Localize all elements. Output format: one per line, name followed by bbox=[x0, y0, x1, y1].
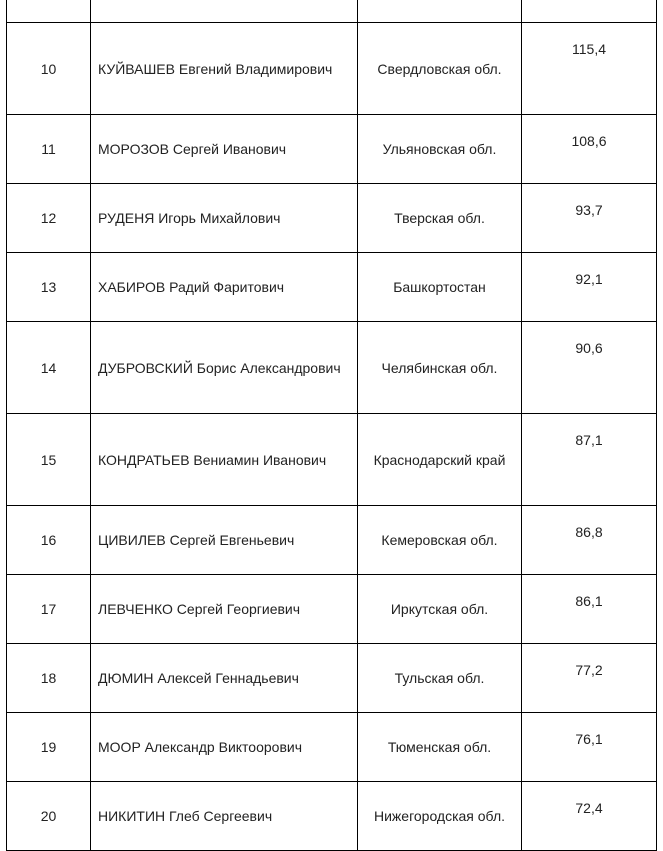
stub-cell bbox=[522, 0, 657, 23]
rank-number-cell: 20 bbox=[7, 782, 91, 851]
table-row bbox=[7, 506, 657, 575]
region-cell: Тульская обл. bbox=[358, 644, 522, 713]
region-cell: Краснодарский край bbox=[358, 414, 522, 506]
table-row bbox=[7, 414, 657, 506]
governor-name-cell: МООР Александр Виктоорович bbox=[91, 713, 358, 782]
table-row bbox=[7, 184, 657, 253]
stub-cell bbox=[7, 0, 91, 23]
governors-ranking-table bbox=[6, 0, 657, 851]
table-row bbox=[7, 253, 657, 322]
governor-name-cell: ДУБРОВСКИЙ Борис Александрович bbox=[91, 322, 358, 414]
region-cell: Ульяновская обл. bbox=[358, 115, 522, 184]
table-row bbox=[7, 23, 657, 115]
ranking-table-wrapper bbox=[6, 0, 657, 851]
governor-name-cell: ДЮМИН Алексей Геннадьевич bbox=[91, 644, 358, 713]
score-value-cell: 87,1 bbox=[522, 414, 657, 506]
table-row-stub bbox=[7, 0, 657, 23]
score-value-cell: 115,4 bbox=[522, 23, 657, 115]
rank-number-cell: 12 bbox=[7, 184, 91, 253]
governor-name-cell: МОРОЗОВ Сергей Иванович bbox=[91, 115, 358, 184]
governor-name-cell: КОНДРАТЬЕВ Вениамин Иванович bbox=[91, 414, 358, 506]
rank-number-cell: 17 bbox=[7, 575, 91, 644]
table-body bbox=[7, 0, 657, 851]
score-value-cell: 93,7 bbox=[522, 184, 657, 253]
governor-name-cell: НИКИТИН Глеб Сергеевич bbox=[91, 782, 358, 851]
region-cell: Тюменская обл. bbox=[358, 713, 522, 782]
governor-name-cell: РУДЕНЯ Игорь Михайлович bbox=[91, 184, 358, 253]
governor-name-cell: ЦИВИЛЕВ Сергей Евгеньевич bbox=[91, 506, 358, 575]
region-cell: Свердловская обл. bbox=[358, 23, 522, 115]
region-cell: Нижегородская обл. bbox=[358, 782, 522, 851]
score-value-cell: 77,2 bbox=[522, 644, 657, 713]
table-row bbox=[7, 575, 657, 644]
table-row bbox=[7, 644, 657, 713]
stub-cell bbox=[91, 0, 358, 23]
rank-number-cell: 11 bbox=[7, 115, 91, 184]
region-cell: Кемеровская обл. bbox=[358, 506, 522, 575]
stub-cell bbox=[358, 0, 522, 23]
rank-number-cell: 13 bbox=[7, 253, 91, 322]
rank-number-cell: 19 bbox=[7, 713, 91, 782]
rank-number-cell: 14 bbox=[7, 322, 91, 414]
table-row bbox=[7, 115, 657, 184]
table-row bbox=[7, 322, 657, 414]
score-value-cell: 92,1 bbox=[522, 253, 657, 322]
score-value-cell: 76,1 bbox=[522, 713, 657, 782]
rank-number-cell: 16 bbox=[7, 506, 91, 575]
score-value-cell: 86,8 bbox=[522, 506, 657, 575]
region-cell: Башкортостан bbox=[358, 253, 522, 322]
rank-number-cell: 15 bbox=[7, 414, 91, 506]
score-value-cell: 86,1 bbox=[522, 575, 657, 644]
region-cell: Челябинская обл. bbox=[358, 322, 522, 414]
rank-number-cell: 18 bbox=[7, 644, 91, 713]
governor-name-cell: КУЙВАШЕВ Евгений Владимирович bbox=[91, 23, 358, 115]
table-row bbox=[7, 713, 657, 782]
governor-name-cell: ЛЕВЧЕНКО Сергей Георгиевич bbox=[91, 575, 358, 644]
region-cell: Иркутская обл. bbox=[358, 575, 522, 644]
region-cell: Тверская обл. bbox=[358, 184, 522, 253]
score-value-cell: 90,6 bbox=[522, 322, 657, 414]
rank-number-cell: 10 bbox=[7, 23, 91, 115]
score-value-cell: 108,6 bbox=[522, 115, 657, 184]
table-row bbox=[7, 782, 657, 851]
score-value-cell: 72,4 bbox=[522, 782, 657, 851]
governor-name-cell: ХАБИРОВ Радий Фаритович bbox=[91, 253, 358, 322]
